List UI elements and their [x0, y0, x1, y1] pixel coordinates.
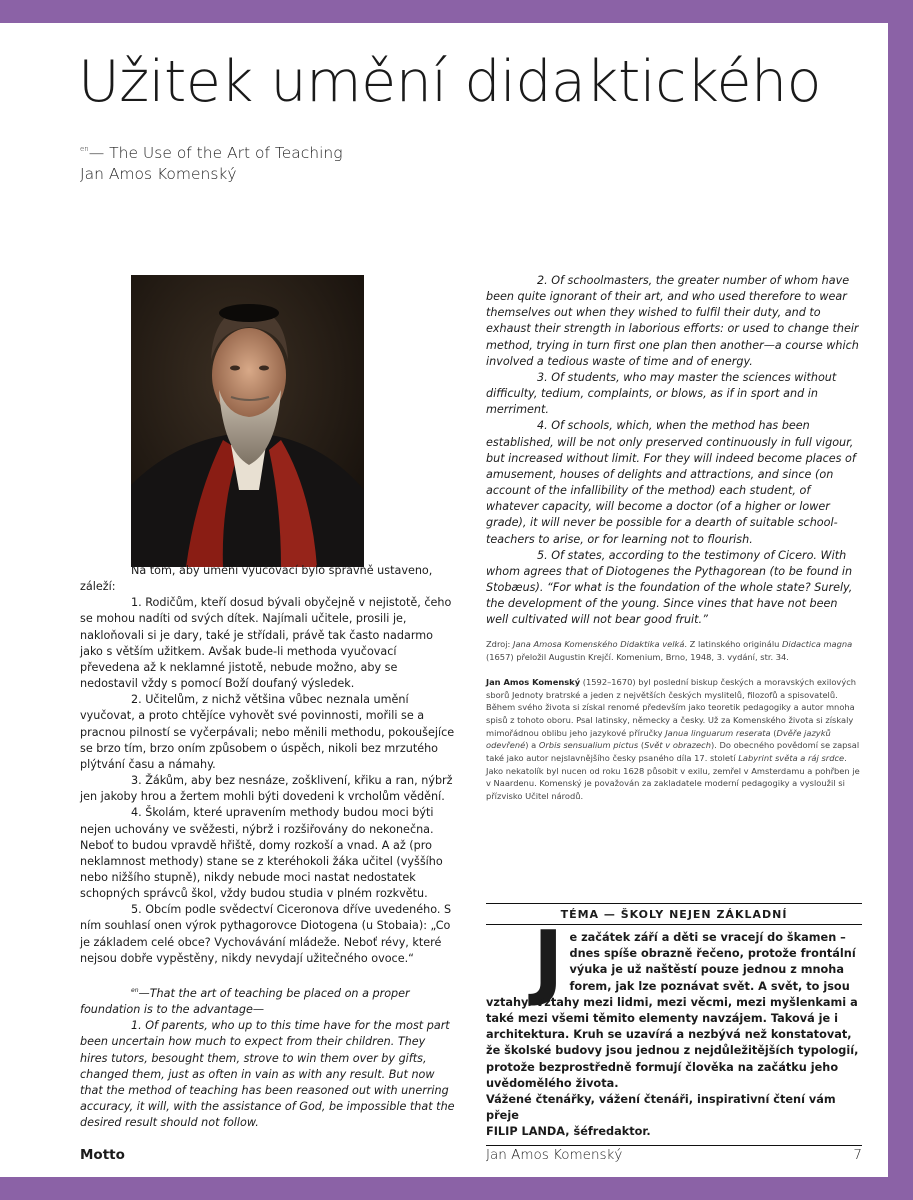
- footer-section: Motto: [80, 1147, 125, 1163]
- source-mid: . Z latinského originálu: [684, 639, 783, 650]
- bio-text: (1592–1670) byl poslední biskup českých a moravských exilových sborů Jednoty bratrské a jeden z největších českých myslitelů, filozofů a spisovatelů. Během svého života si získal renomé především jako teoretik pedagogiky a autor mnoha spisů z tohoto oboru. Psal latinsky, německy a česky. Už za Komenského života si získaly mimořádnou oblibu jeho jazykové příručky: [486, 676, 857, 738]
- subtitle-block: [80, 139, 343, 185]
- source-note: [486, 638, 862, 663]
- bio-text: ). Do obecného povědomí se zapsal také jako autor nejslavnějšího česky psaného díla 17. století: [486, 740, 860, 764]
- source-work: Jana Amosa Komenského Didaktika velká: [513, 639, 685, 650]
- czech-paragraph-1: 1. Rodičům, kteří dosud bývali obyčejně v nejistotě, čeho se mohou nadíti od svých dítek. Najímali učitele, prosili je, nakloňovali si je dary, také je střídali, právě tak často nadarmo jako s větším užitkem. Avšak bude-li methoda vyučovací převedena až k neklamné jistotě, nebude možno, aby se nedostavil vždy s pomocí Boží doufaný výsledek.: [80, 596, 452, 691]
- bio-work: Svět v obrazech: [644, 740, 711, 751]
- english-paragraph-5: 5. Of states, according to the testimony of Cicero. With whom agrees that of Diotogenes the Pythagorean (to be found in Stobæus). “For what is the foundation of the whole state? Surely, the development of the young. Since vines that have not been well cultivated will not bear good fruit.”: [486, 548, 853, 627]
- portrait-painting: [131, 275, 364, 567]
- bio-work: Dvěře jazyků odevřené: [486, 727, 831, 751]
- bio-work: Janua linguarum reserata: [665, 727, 771, 738]
- czech-paragraph-4: 4. Školám, které upravením methody budou moci býti nejen uchovány ve svěžesti, nýbrž i rozšiřovány do nekonečna. Neboť to budou vpravdě hřiště, domy rozkoší a vnad. A až (pro neklamnost methody) stane se z kteréhokoli žáka učitel (vyššího nebo nižšího stupně), nikdy nebude moci nastat nedostatek schopných správců škol, vždy budou studia v plném rozkvětu.: [80, 806, 443, 901]
- czech-intro: Na tom, aby umění vyučovací bylo správně ustaveno, záleží:: [80, 564, 433, 594]
- page-title: Užitek umění didaktického: [78, 49, 822, 115]
- czech-text-column: [80, 563, 456, 1131]
- editorial-greeting: Vážené čtenářky, vážení čtenáři, inspirativní čtení vám přeje: [486, 1093, 836, 1123]
- czech-paragraph-5: 5. Obcím podle svědectví Ciceronova dříve uvedeného. S ním souhlasí onen výrok pythagorovce Diotogena (u Stobaia): „Co je základem celé obce? Vychovávání mládeže. Neboť révy, které nejsou dobře vypěstěny, nikdy nevydají užitečného ovoce.“: [80, 903, 452, 965]
- author-bio: [486, 676, 862, 803]
- bio-text: (: [770, 727, 777, 738]
- page-number: 7: [853, 1147, 862, 1163]
- czech-paragraph-3: 3. Žákům, aby bez nesnáze, zošklivení, křiku a ran, nýbrž jen jakoby hrou a žertem mohli býti dovedeni k vrcholům vědění.: [80, 774, 453, 804]
- footer-author: Jan Amos Komenský: [486, 1147, 623, 1163]
- english-text-column: [486, 273, 862, 803]
- bio-work: Labyrint světa a ráj srdce: [738, 753, 845, 764]
- subtitle-text: — The Use of the Art of Teaching: [88, 144, 343, 162]
- source-rest: (1657) přeložil Augustin Krejčí. Komenium, Brno, 1948, 3. vydání, str. 34.: [486, 652, 789, 663]
- english-paragraph-1: 1. Of parents, who up to this time have for the most part been uncertain how much to expect from their children. They hires tutors, besought them, strove to win them over by gifts, changed them, just as often in vain as with any result. But now that the method of teaching has been reasoned out with unerring accuracy, it will, with the assistance of God, be impossible that the desired result should not follow.: [80, 1019, 455, 1130]
- bio-text: ) a: [525, 740, 539, 751]
- language-tag: en: [80, 145, 89, 153]
- editorial-text: e začátek září a děti se vracejí do škamen – dnes spíše obrazně řečeno, protože frontální výuka je už naštěstí pouze jednou z mnoha forem, jak lze poznávat svět. A svět, to jsou vztahy. Vztahy mezi lidmi, mezi věcmi, mezi myšlenkami a také mezi všemi těmito elementy navzájem. Taková je i architektura. Kruh se uzavírá a nezbývá než konstatovat, že školské budovy jsou jednou z nejdůležitějších typologií, protože bezprostředně formují člověka na začátku jeho uvědomělého života.: [486, 931, 859, 1090]
- source-original: Didactica magna: [782, 639, 853, 650]
- portrait-image: [131, 275, 364, 567]
- english-intro: [80, 983, 456, 1018]
- english-language-tag: en: [131, 986, 139, 994]
- bio-name: Jan Amos Komenský: [486, 676, 581, 687]
- bio-work: Orbis sensualium pictus: [538, 740, 639, 751]
- subtitle-english: [80, 139, 343, 164]
- english-paragraph-3: 3. Of students, who may master the sciences without difficulty, tedium, complaints, or blows, as if in sport and in merriment.: [486, 370, 837, 417]
- english-paragraph-2: 2. Of schoolmasters, the greater number of whom have been quite ignorant of their art, and who used therefore to wear themselves out when they wished to fulfil their duty, and to exhaust their strength in laborious efforts: or used to change their method, trying in turn first one plan then another—a course which involved a tedious waste of time and of energy.: [486, 274, 859, 368]
- source-prefix: Zdroj:: [486, 639, 513, 650]
- editorial-heading: TÉMA — ŠKOLY NEJEN ZÁKLADNÍ: [486, 904, 862, 925]
- subtitle-author: Jan Amos Komenský: [80, 165, 237, 183]
- bio-text: (: [638, 740, 645, 751]
- english-paragraph-4: 4. Of schools, which, when the method has been established, will be not only preserved continuously in full vigour, but increased without limit. For they will indeed become places of amusement, houses of delights and attractions, and since (on account of the infallibility of the method) each student, of whatever capacity, will become a doctor (of a higher or lower grade), it will never be possible for a dearth of suitable school-teachers to arise, or for learning not to flourish.: [486, 419, 856, 546]
- page: [0, 23, 888, 1177]
- editorial-box: [486, 903, 862, 1146]
- bio-text: . Jako nekatolík byl nucen od roku 1628 působit v exilu, zemřel v Amsterdamu a pohřben je v Naardenu. Komenský je považován za zakladatele moderní pedagogiky a vysloužil si přízvisko Učitel národů.: [486, 753, 860, 802]
- english-intro-text: —That the art of teaching be placed on a proper foundation is to the advantage—: [80, 986, 410, 1017]
- czech-paragraph-2: 2. Učitelům, z nichž většina vůbec neznala umění vyučovat, a proto chtějíce vyhovět své povinnosti, mořili se a pracnou pilností se vyčerpávali; nebo měnili methodu, pokoušejíce se brzo tím, brzo oním způsobem o úspěch, nikoli bez mrzutého plýtvání času a námahy.: [80, 693, 455, 771]
- editorial-signature: FILIP LANDA, šéfredaktor.: [486, 1125, 651, 1139]
- drop-cap: J: [533, 914, 564, 1009]
